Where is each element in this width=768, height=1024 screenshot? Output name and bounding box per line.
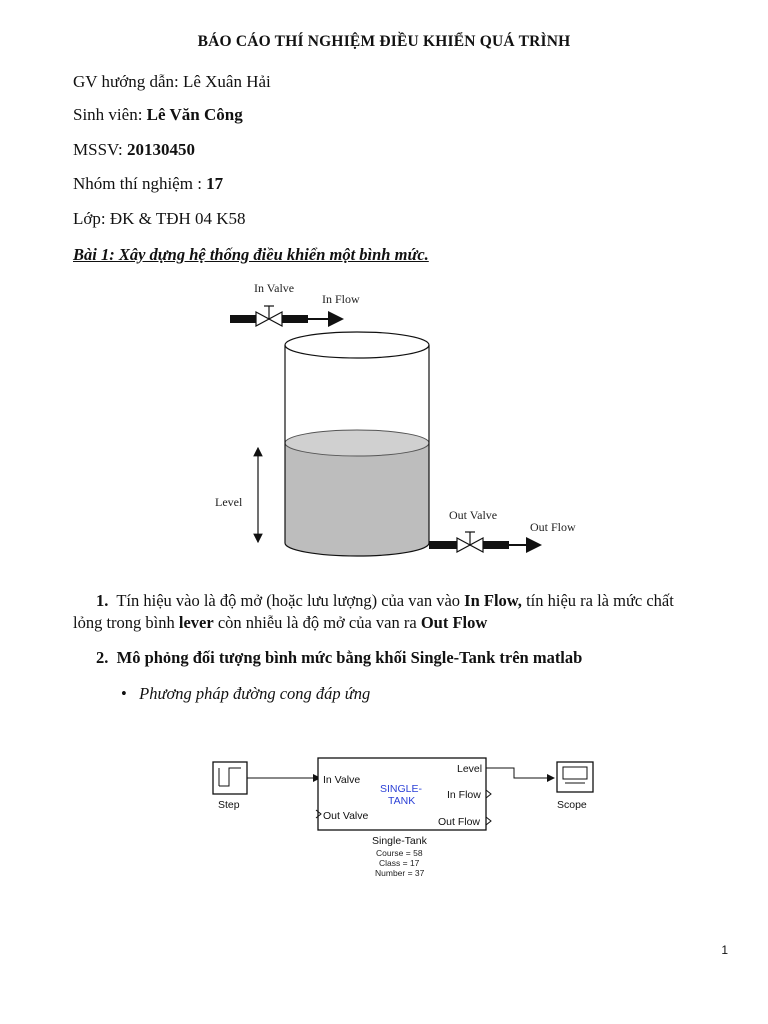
mssv-label: MSSV:	[73, 140, 128, 159]
in-flow-label: In Flow	[322, 292, 360, 306]
block-center-1: SINGLE-	[380, 783, 423, 795]
in-valve-label: In Valve	[254, 281, 295, 295]
in-valve-icon	[256, 306, 282, 326]
inlet-pipe	[230, 315, 256, 323]
scope-label: Scope	[557, 799, 587, 811]
outlet-pipe	[429, 541, 457, 549]
scope-block[interactable]	[557, 762, 593, 792]
tank-diagram	[200, 278, 600, 568]
item1-number: 1.	[96, 591, 109, 610]
group-label: Nhóm thí nghiệm :	[73, 174, 207, 193]
mssv-line	[73, 140, 195, 160]
out-flow-label: Out Flow	[530, 520, 576, 534]
simulink-diagram	[200, 750, 610, 885]
bullet-text: Phương pháp đường cong đáp ứng	[139, 684, 371, 703]
instructor-label: GV hướng dẫn:	[73, 72, 183, 91]
port-level: Level	[457, 763, 483, 775]
item2-text: Mô phỏng đối tượng bình mức bằng khối Single-Tank trên matlab	[116, 648, 583, 667]
item1-text-a: Tín hiệu vào là độ mở (hoặc lưu lượng) của van vào	[116, 591, 465, 610]
bullet-line	[121, 684, 370, 704]
out-valve-label: Out Valve	[449, 508, 498, 522]
port-out-valve: Out Valve	[323, 810, 369, 822]
out-flow-port-icon	[486, 817, 491, 825]
block-course: Course = 58	[376, 848, 423, 858]
block-center-2: TANK	[388, 795, 416, 807]
block-name: Single-Tank	[372, 835, 427, 847]
level-label: Level	[215, 495, 243, 509]
step-label: Step	[218, 799, 240, 811]
item1-bold-c: Out Flow	[420, 613, 488, 632]
signal-line-scope	[486, 768, 554, 778]
item2-heading	[96, 648, 582, 668]
out-valve-icon	[457, 532, 483, 552]
item1-text-b: tín hiệu ra là mức chất	[521, 591, 674, 610]
tank-icon	[285, 332, 429, 556]
bullet-icon: •	[121, 684, 127, 703]
port-in-flow: In Flow	[447, 789, 481, 801]
item1-text-d: còn nhiễu là độ mở của van ra	[213, 613, 421, 632]
block-number: Number = 37	[375, 868, 425, 878]
class-line: Lớp: ĐK & TĐH 04 K58	[73, 209, 246, 228]
mssv-value: 20130450	[127, 140, 196, 159]
document-title: BÁO CÁO THÍ NGHIỆM ĐIỀU KHIỂN QUÁ TRÌNH	[197, 33, 571, 50]
port-out-flow: Out Flow	[438, 816, 481, 828]
instructor-line	[73, 72, 271, 92]
item1-bold-a: In Flow,	[464, 591, 522, 610]
student-line	[73, 105, 243, 125]
item1-line2	[73, 613, 487, 633]
item1-text-c: lỏng trong bình	[73, 613, 179, 632]
lesson-heading: Bài 1: Xây dựng hệ thống điều khiển một bình mức.	[73, 245, 429, 264]
item2-number: 2.	[96, 648, 109, 667]
student-value: Lê Văn Công	[146, 105, 243, 124]
group-value: 17	[206, 174, 224, 193]
instructor-value: Lê Xuân Hải	[182, 72, 271, 91]
in-flow-port-icon	[486, 790, 491, 798]
block-class: Class = 17	[379, 858, 420, 868]
step-block[interactable]	[213, 762, 247, 794]
student-label: Sinh viên:	[73, 105, 147, 124]
page-number: 1	[721, 943, 728, 957]
item1-bold-b: lever	[178, 613, 214, 632]
port-in-valve: In Valve	[323, 774, 361, 786]
group-line	[73, 174, 223, 194]
item1-line1	[96, 591, 674, 611]
